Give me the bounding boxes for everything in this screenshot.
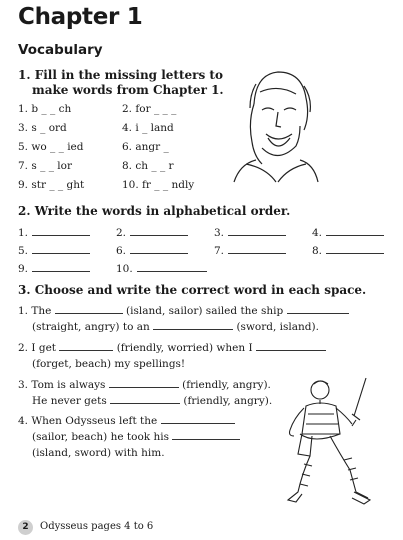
sentence-number: 3.	[18, 379, 29, 391]
item-word[interactable]: str _ _ ght	[31, 179, 85, 191]
item-word[interactable]: b _ _ ch	[31, 103, 72, 115]
slot-number: 4.	[312, 227, 323, 239]
item-word[interactable]: for _ _ _	[135, 103, 177, 115]
q3-sentence-2	[18, 340, 326, 356]
sentence-text: (friendly, angry).	[183, 395, 273, 407]
q2-answer-slot	[312, 225, 384, 239]
q2-answer-slot	[312, 243, 384, 257]
item-word[interactable]: i _ land	[135, 122, 174, 134]
answer-blank[interactable]	[256, 340, 326, 351]
item-word[interactable]: s _ ord	[31, 122, 67, 134]
q1-item	[18, 160, 72, 172]
q2-answer-slot	[116, 225, 188, 239]
q1-item	[122, 141, 169, 153]
slot-number: 7.	[214, 245, 225, 257]
sentence-text: (sword, island).	[236, 321, 319, 333]
answer-blank[interactable]	[326, 243, 384, 254]
q1-item	[18, 103, 71, 115]
answer-blank[interactable]	[228, 243, 286, 254]
answer-blank[interactable]	[109, 377, 179, 388]
sentence-text: I get	[31, 342, 57, 354]
q1-item	[122, 179, 194, 191]
q2-answer-slot	[116, 243, 188, 257]
q2-heading: 2. Write the words in alphabetical order.	[18, 204, 291, 218]
q1-item	[122, 122, 174, 134]
sentence-text: When Odysseus left the	[31, 415, 158, 427]
q3-heading: 3. Choose and write the correct word in each space.	[18, 283, 367, 297]
item-number: 7.	[18, 160, 29, 172]
q1-heading-line1: 1. Fill in the missing letters to	[18, 68, 223, 82]
answer-blank[interactable]	[130, 243, 188, 254]
q3-sentence-4-cont	[32, 429, 240, 445]
answer-blank[interactable]	[32, 225, 90, 236]
answer-blank[interactable]	[287, 303, 349, 314]
item-number: 4.	[122, 122, 133, 134]
item-word[interactable]: s _ _ lor	[31, 160, 72, 172]
answer-blank[interactable]	[32, 261, 90, 272]
item-number: 10.	[122, 179, 139, 191]
section-title: Vocabulary	[18, 42, 103, 58]
q1-item	[122, 103, 176, 115]
q2-answer-slot	[214, 243, 286, 257]
slot-number: 1.	[18, 227, 29, 239]
answer-blank[interactable]	[130, 225, 188, 236]
item-number: 8.	[122, 160, 133, 172]
item-word[interactable]: fr _ _ ndly	[142, 179, 195, 191]
answer-blank[interactable]	[32, 243, 90, 254]
slot-number: 8.	[312, 245, 323, 257]
slot-number: 2.	[116, 227, 127, 239]
sentence-text: (friendly, angry).	[182, 379, 271, 391]
slot-number: 5.	[18, 245, 29, 257]
q2-answer-slot	[116, 261, 207, 275]
odysseus-portrait-illustration	[226, 64, 326, 184]
slot-number: 6.	[116, 245, 127, 257]
sentence-text: The	[31, 305, 52, 317]
item-number: 5.	[18, 141, 29, 153]
item-number: 2.	[122, 103, 133, 115]
q2-answer-slot	[18, 261, 90, 275]
odysseus-warrior-illustration	[280, 374, 395, 510]
slot-number: 9.	[18, 263, 29, 275]
q3-sentence-3-cont	[32, 393, 272, 409]
slot-number: 3.	[214, 227, 225, 239]
answer-blank[interactable]	[172, 429, 240, 440]
answer-blank[interactable]	[326, 225, 384, 236]
item-word[interactable]: wo _ _ ied	[31, 141, 84, 153]
q3-sentence-1-cont	[32, 319, 319, 335]
item-number: 6.	[122, 141, 133, 153]
sentence-text: (forget, beach) my spellings!	[32, 358, 186, 370]
slot-number: 10.	[116, 263, 133, 275]
q1-item	[18, 141, 84, 153]
q1-item	[18, 179, 84, 191]
q1-heading-line2: make words from Chapter 1.	[32, 83, 224, 97]
item-word[interactable]: angr _	[135, 141, 169, 153]
q3-sentence-3	[18, 377, 271, 393]
answer-blank[interactable]	[228, 225, 286, 236]
chapter-title: Chapter 1	[18, 4, 143, 30]
q2-answer-slot	[18, 225, 90, 239]
q3-sentence-1	[18, 303, 349, 319]
answer-blank[interactable]	[59, 340, 113, 351]
sentence-text: (sailor, beach) he took his	[32, 431, 169, 443]
answer-blank[interactable]	[153, 319, 233, 330]
sentence-text: He never gets	[32, 395, 107, 407]
item-word[interactable]: ch _ _ r	[135, 160, 174, 172]
answer-blank[interactable]	[161, 413, 235, 424]
answer-blank[interactable]	[137, 261, 207, 272]
sentence-text: (island, sailor) sailed the ship	[126, 305, 284, 317]
q3-sentence-4-cont2	[32, 445, 165, 461]
answer-blank[interactable]	[55, 303, 123, 314]
sentence-text: Tom is always	[31, 379, 106, 391]
sentence-number: 2.	[18, 342, 29, 354]
sentence-text: (straight, angry) to an	[32, 321, 150, 333]
sentence-text: (island, sword) with him.	[32, 447, 165, 459]
q1-item	[122, 160, 174, 172]
q3-sentence-2-cont	[32, 356, 185, 372]
sentence-text: (friendly, worried) when I	[116, 342, 253, 354]
q2-answer-slot	[18, 243, 90, 257]
item-number: 3.	[18, 122, 29, 134]
q3-sentence-4	[18, 413, 235, 429]
answer-blank[interactable]	[110, 393, 180, 404]
item-number: 1.	[18, 103, 29, 115]
q1-item	[18, 122, 67, 134]
sentence-number: 1.	[18, 305, 29, 317]
footer-text: Odysseus pages 4 to 6	[40, 521, 154, 532]
item-number: 9.	[18, 179, 29, 191]
sentence-number: 4.	[18, 415, 29, 427]
page-number-badge: 2	[18, 520, 33, 535]
q2-answer-slot	[214, 225, 286, 239]
